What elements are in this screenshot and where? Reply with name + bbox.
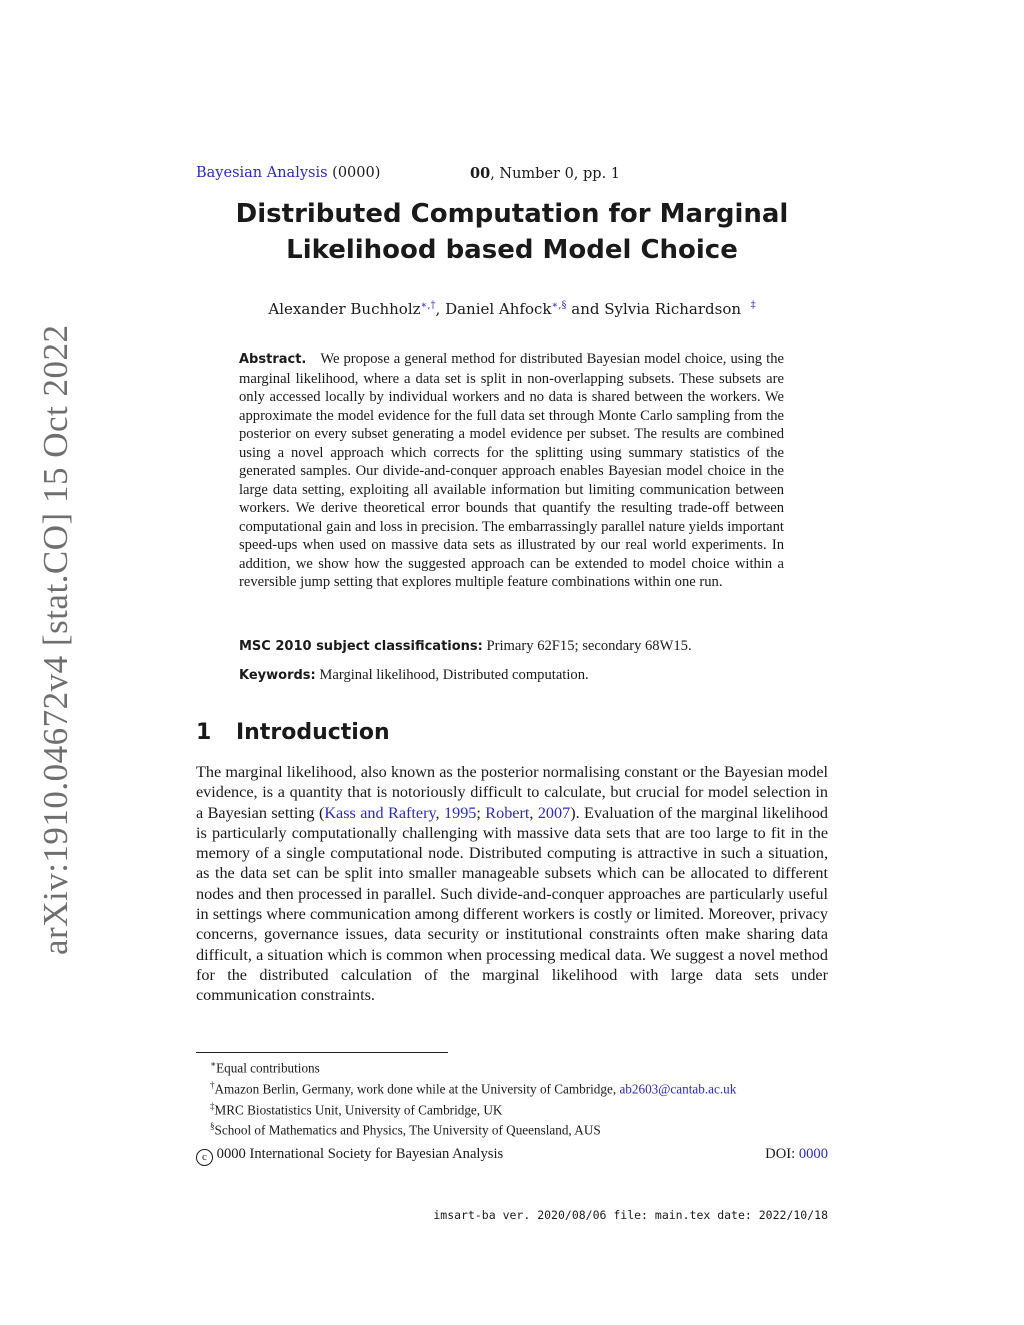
copyright-icon: c [196, 1149, 213, 1166]
journal-volume: 00 [470, 165, 491, 182]
footnote [196, 1077, 836, 1098]
footnote-mark: † [210, 1079, 215, 1090]
msc-classifications [239, 638, 784, 655]
keywords-label: Keywords: [239, 668, 316, 683]
citation-link[interactable]: Robert [485, 803, 530, 822]
footnote [196, 1098, 836, 1119]
author-name: Sylvia Richardson [604, 300, 742, 318]
abstract-label: Abstract. [239, 352, 307, 367]
journal-header [196, 165, 621, 182]
author-affiliation-mark[interactable]: ∗,§ [551, 300, 567, 311]
section-number: 1 [196, 720, 212, 745]
keywords [239, 667, 784, 684]
citation-year-link[interactable]: 1995 [444, 803, 477, 822]
journal-volume-info [470, 165, 620, 182]
intro-text: ). Evaluation of the marginal likelihood is particularly computationally challenging with massive data sets that are too large to fit in the memory of a single computational node. Distributed computing is attractive in such a situation, as the data set can be split into smaller manageable subsets which can be allocated to different nodes and then processed in parallel. Such divide-and-conquer approaches are particularly useful in settings where communication among different workers is costly or limited. Moreover, privacy concerns, governance issues, data security or institutional constraints often make sharing data difficult, a situation which is common when processing medical data. We suggest a novel method for the distributed calculation of the marginal likelihood with large data sets under communication constraints. [196, 803, 829, 1005]
author-separator: and [566, 300, 605, 318]
author-affiliation-mark[interactable]: ‡ [750, 300, 756, 311]
citation-link[interactable]: Kass and Raftery [324, 803, 436, 822]
journal-year: (0000) [332, 165, 381, 181]
footnote-mark: ‡ [210, 1100, 215, 1111]
section-title: Introduction [236, 720, 390, 745]
doi [765, 1146, 828, 1163]
abstract [239, 350, 784, 592]
abstract-text: We propose a general method for distributed Bayesian model choice, using the marginal likelihood, where a data set is split in non-overlapping subsets. These subsets are only accessed locally by individual workers and no data is shared between the workers. We approximate the model evidence for the full data set through Monte Carlo sampling from the posterior on every subset generating a model evidence per subset. The results are combined using a novel approach which corrects for the splitting using summary statistics of the generated samples. Our divide-and-conquer approach enables Bayesian model choice in the large data setting, exploiting all available information but limiting communication between workers. We derive theoretical error bounds that quantify the resulting trade-off between computational gain and loss in precision. The embarrassingly parallel nature yields important speed-ups when used on massive data sets as illustrated by our real world experiments. In addition, we show how the suggested approach can be extended to model choice within a reversible jump setting that explores multiple feature combinations within one run. [239, 351, 784, 590]
footnote [196, 1118, 836, 1139]
footnote-text: Equal contributions [216, 1060, 320, 1076]
doi-label: DOI: [765, 1146, 799, 1162]
msc-label: MSC 2010 subject classifications: [239, 639, 483, 654]
journal-number-pages: , Number 0, pp. 1 [490, 166, 621, 182]
introduction-paragraph [196, 762, 828, 1006]
msc-value: Primary 62F15; secondary 68W15. [486, 638, 692, 654]
keywords-value: Marginal likelihood, Distributed computation. [319, 667, 589, 683]
author-name: Alexander Buchholz [268, 300, 421, 318]
footnote-text: MRC Biostatistics Unit, University of Cambridge, UK [214, 1101, 503, 1117]
footnote-text: Amazon Berlin, Germany, work done while at the University of Cambridge, [214, 1081, 620, 1097]
citation-separator: ; [476, 803, 486, 822]
citation-year-link[interactable]: 2007 [537, 803, 571, 822]
intro-text: The marginal likelihood, also known as the posterior normalising constant or the Bayesian model evidence, is a quantity that is notoriously difficult to calculate, but crucial for model selection in a Bayesian setting ( [196, 763, 828, 822]
footnote-mark: § [210, 1121, 215, 1132]
copyright-text: 0000 International Society for Bayesian Analysis [213, 1146, 504, 1162]
footnote-text: School of Mathematics and Physics, The University of Queensland, AUS [214, 1122, 601, 1138]
author-name: Daniel Ahfock [445, 300, 552, 318]
email-link[interactable]: ab2603@cantab.ac.uk [619, 1081, 737, 1097]
citation-separator: , [529, 803, 538, 822]
citation-separator: , [435, 803, 444, 822]
author-separator: , [435, 300, 446, 318]
doi-link[interactable]: 0000 [798, 1146, 828, 1162]
paper-title: Distributed Computation for Marginal Likelihood based Model Choice [235, 199, 789, 265]
author-list [180, 300, 844, 318]
build-info: imsart-ba ver. 2020/08/06 file: main.tex date: 2022/10/18 [433, 1208, 828, 1222]
arxiv-identifier-stamp: arXiv:1910.04672v4 [stat.CO] 15 Oct 2022 [36, 324, 75, 955]
section-heading [196, 720, 390, 745]
copyright-line [196, 1146, 828, 1166]
footnote-mark: ∗ [210, 1059, 217, 1069]
footnote-rule [196, 1052, 448, 1053]
footnote [196, 1056, 836, 1077]
footnotes [196, 1056, 836, 1139]
journal-name-link[interactable]: Bayesian Analysis [196, 165, 328, 181]
author-affiliation-mark[interactable]: ∗,† [420, 300, 436, 311]
